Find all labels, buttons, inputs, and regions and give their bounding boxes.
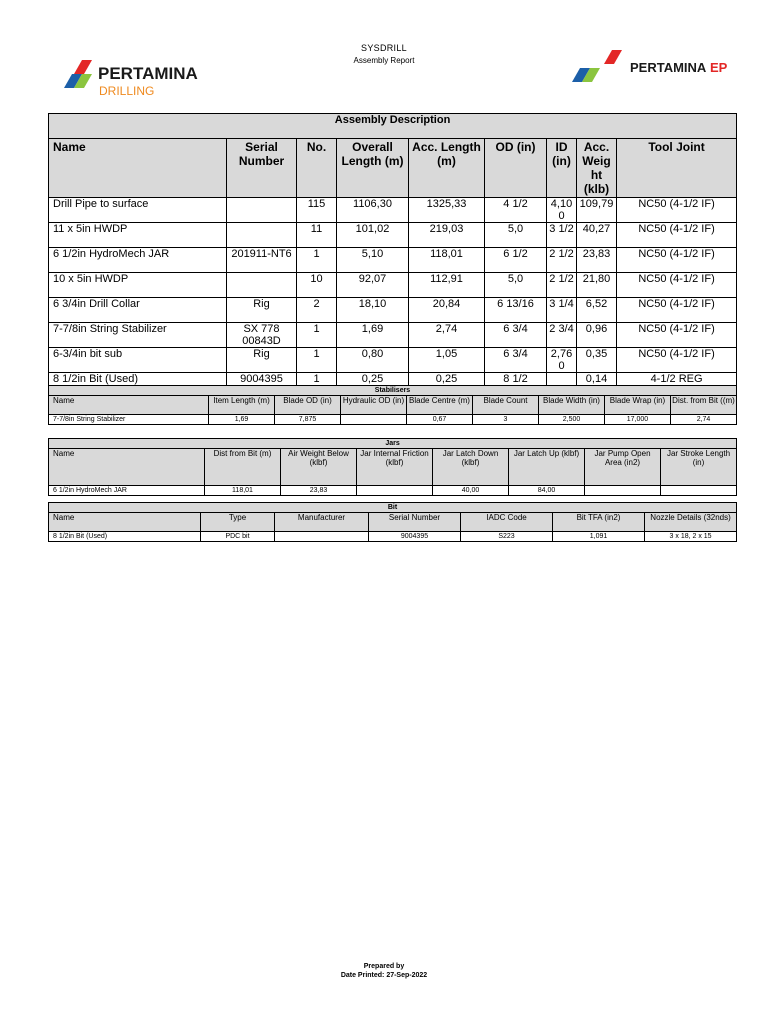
assembly-table-cell: Drill Pipe to surface [49, 198, 227, 223]
jars-table-cell [585, 486, 661, 496]
stabilisers-table-cell: 1,69 [209, 415, 275, 425]
assembly-table-cell: 8 1/2in Bit (Used) [49, 373, 227, 398]
assembly-table-cell: 201911-NT6 [227, 248, 297, 273]
assembly-table-cell: 2 [297, 298, 337, 323]
assembly-table-cell: 1,69 [337, 323, 409, 348]
assembly-column-header: ID (in) [547, 139, 577, 198]
assembly-table-cell: 2,76 0 [547, 348, 577, 373]
assembly-table-cell: 2 1/2 [547, 273, 577, 298]
assembly-table-row [49, 248, 737, 273]
assembly-table-cell: 6 1/2 [485, 248, 547, 273]
assembly-column-header: Name [49, 139, 227, 198]
stabilisers-column-header: Name [49, 396, 209, 415]
stabilisers-column-header: Dist. from Bit ((m) [671, 396, 737, 415]
bit-table-cell [275, 532, 369, 542]
jars-table-cell: 40,00 [433, 486, 509, 496]
assembly-column-header: Tool Joint [617, 139, 737, 198]
assembly-table-cell: NC50 (4-1/2 IF) [617, 273, 737, 298]
stabilisers-section-title: Stabilisers [49, 386, 737, 396]
assembly-table-cell: 6-3/4in bit sub [49, 348, 227, 373]
assembly-column-header: Acc. Weig ht (klb) [577, 139, 617, 198]
bit-column-header: Name [49, 513, 201, 532]
jars-table-cell: 84,00 [509, 486, 585, 496]
jars-column-header: Jar Latch Up (klbf) [509, 449, 585, 486]
assembly-table-row [49, 198, 737, 223]
assembly-table-cell [227, 198, 297, 223]
assembly-column-header: Serial Number [227, 139, 297, 198]
right-logo-title: PERTAMINA [630, 60, 707, 75]
bit-column-header: Serial Number [369, 513, 461, 532]
assembly-table-cell: NC50 (4-1/2 IF) [617, 223, 737, 248]
assembly-table-cell: 1106,30 [337, 198, 409, 223]
assembly-table-row [49, 273, 737, 298]
left-logo-title: PERTAMINA [98, 64, 198, 83]
right-logo-suffix: EP [710, 60, 728, 75]
assembly-table-cell: 0,25 [409, 373, 485, 398]
bit-column-header: Type [201, 513, 275, 532]
stabilisers-table-cell: 7,875 [275, 415, 341, 425]
assembly-table-cell: 1 [297, 348, 337, 373]
assembly-table-cell: 1,05 [409, 348, 485, 373]
assembly-table-cell: 2 3/4 [547, 323, 577, 348]
bit-table-cell: 1,091 [553, 532, 645, 542]
stabilisers-table-row [49, 415, 737, 425]
assembly-table-cell: Rig [227, 348, 297, 373]
jars-table-cell [661, 486, 737, 496]
assembly-table-cell: NC50 (4-1/2 IF) [617, 323, 737, 348]
bit-table [48, 502, 737, 542]
jars-table-cell: 23,83 [281, 486, 357, 496]
left-logo-subtitle: DRILLING [99, 84, 155, 98]
assembly-table-cell: 6 13/16 [485, 298, 547, 323]
bit-table-cell: 3 x 18, 2 x 15 [645, 532, 737, 542]
bit-table-cell: 9004395 [369, 532, 461, 542]
assembly-column-header: Overall Length (m) [337, 139, 409, 198]
assembly-column-header: Acc. Length (m) [409, 139, 485, 198]
assembly-table-cell: 0,80 [337, 348, 409, 373]
assembly-table-cell: 1 [297, 248, 337, 273]
assembly-table-cell: 2 1/2 [547, 248, 577, 273]
assembly-table-cell: Rig [227, 298, 297, 323]
assembly-table-cell: 11 [297, 223, 337, 248]
jars-column-header: Air Weight Below (klbf) [281, 449, 357, 486]
jars-column-header: Jar Internal Friction (klbf) [357, 449, 433, 486]
assembly-table-cell: 1325,33 [409, 198, 485, 223]
stabilisers-column-header: Blade Centre (m) [407, 396, 473, 415]
assembly-table-cell: 101,02 [337, 223, 409, 248]
stabilisers-column-header: Item Length (m) [209, 396, 275, 415]
stabilisers-column-header: Blade Width (in) [539, 396, 605, 415]
assembly-table-row [49, 298, 737, 323]
assembly-table-cell: NC50 (4-1/2 IF) [617, 248, 737, 273]
assembly-table-cell: 0,96 [577, 323, 617, 348]
assembly-table-cell: 6,52 [577, 298, 617, 323]
bit-table-cell: 8 1/2in Bit (Used) [49, 532, 201, 542]
jars-section-title: Jars [49, 439, 737, 449]
bit-table-row [49, 532, 737, 542]
assembly-table-cell: 40,27 [577, 223, 617, 248]
assembly-table-cell: 6 3/4 [485, 348, 547, 373]
assembly-table-cell: 6 3/4in Drill Collar [49, 298, 227, 323]
jars-table-cell: 6 1/2in HydroMech JAR [49, 486, 205, 496]
bit-table-cell: S223 [461, 532, 553, 542]
assembly-table-cell: 9004395 [227, 373, 297, 398]
prepared-by: Prepared by [363, 963, 405, 970]
bit-table-cell: PDC bit [201, 532, 275, 542]
assembly-table-cell: 4 1/2 [485, 198, 547, 223]
jars-column-header: Jar Latch Down (klbf) [433, 449, 509, 486]
assembly-table-cell: SX 778 00843D [227, 323, 297, 348]
bit-column-header: Bit TFA (in2) [553, 513, 645, 532]
assembly-table-cell: 109,79 [577, 198, 617, 223]
assembly-table-cell: 7-7/8in String Stabilizer [49, 323, 227, 348]
assembly-table-cell: NC50 (4-1/2 IF) [617, 298, 737, 323]
assembly-table-cell: 8 1/2 [485, 373, 547, 398]
assembly-table-cell: 5,0 [485, 223, 547, 248]
assembly-table-cell: 2,74 [409, 323, 485, 348]
date-printed: Date Printed: 27-Sep-2022 [340, 972, 428, 979]
bit-column-header: Nozzle Details (32nds) [645, 513, 737, 532]
stabilisers-column-header: Blade Count [473, 396, 539, 415]
assembly-table-cell: 1 [297, 323, 337, 348]
jars-column-header: Jar Pump Open Area (in2) [585, 449, 661, 486]
jars-column-header: Name [49, 449, 205, 486]
bit-column-header: IADC Code [461, 513, 553, 532]
assembly-table-cell: 115 [297, 198, 337, 223]
assembly-section-title: Assembly Description [49, 114, 737, 139]
assembly-table-cell: 0,14 [577, 373, 617, 398]
assembly-table-cell: 21,80 [577, 273, 617, 298]
assembly-table-cell: 5,10 [337, 248, 409, 273]
assembly-table [48, 113, 737, 398]
assembly-table-cell: 0,35 [577, 348, 617, 373]
assembly-table-cell: 0,25 [337, 373, 409, 398]
report-system-title: SYSDRILL [361, 43, 407, 53]
assembly-table-cell: NC50 (4-1/2 IF) [617, 348, 737, 373]
stabilisers-column-header: Blade Wrap (in) [605, 396, 671, 415]
jars-table [48, 438, 737, 496]
stabilisers-table-cell: 0,67 [407, 415, 473, 425]
assembly-table-row [49, 348, 737, 373]
assembly-table-cell: 3 1/4 [547, 298, 577, 323]
stabilisers-column-header: Hydraulic OD (in) [341, 396, 407, 415]
assembly-table-cell: 3 1/2 [547, 223, 577, 248]
jars-column-header: Dist from Bit (m) [205, 449, 281, 486]
assembly-table-cell [227, 223, 297, 248]
assembly-column-header: No. [297, 139, 337, 198]
assembly-table-cell: 219,03 [409, 223, 485, 248]
stabilisers-table-cell: 7-7/8in String Stabilizer [49, 415, 209, 425]
stabilisers-table-cell [341, 415, 407, 425]
assembly-column-header: OD (in) [485, 139, 547, 198]
assembly-table-cell: 1 [297, 373, 337, 398]
assembly-table-cell: 5,0 [485, 273, 547, 298]
assembly-table-cell: 18,10 [337, 298, 409, 323]
assembly-table-cell: 20,84 [409, 298, 485, 323]
bit-column-header: Manufacturer [275, 513, 369, 532]
stabilisers-table-cell: 2,74 [671, 415, 737, 425]
assembly-table-row [49, 323, 737, 348]
jars-table-row [49, 486, 737, 496]
jars-column-header: Jar Stroke Length (in) [661, 449, 737, 486]
assembly-table-cell: 11 x 5in HWDP [49, 223, 227, 248]
jars-table-cell: 118,01 [205, 486, 281, 496]
report-title: Assembly Report [353, 56, 415, 65]
assembly-table-cell: 6 1/2in HydroMech JAR [49, 248, 227, 273]
stabilisers-column-header: Blade OD (in) [275, 396, 341, 415]
stabilisers-table-cell: 3 [473, 415, 539, 425]
stabilisers-table-cell: 17,000 [605, 415, 671, 425]
assembly-table-cell: 23,83 [577, 248, 617, 273]
assembly-table-cell: 112,91 [409, 273, 485, 298]
assembly-table-cell: NC50 (4-1/2 IF) [617, 198, 737, 223]
jars-table-cell [357, 486, 433, 496]
stabilisers-table-cell: 2,500 [539, 415, 605, 425]
stabilisers-table [48, 385, 737, 425]
assembly-table-cell: 118,01 [409, 248, 485, 273]
assembly-table-cell: 6 3/4 [485, 323, 547, 348]
assembly-table-cell: 4,10 0 [547, 198, 577, 223]
bit-section-title: Bit [49, 503, 737, 513]
assembly-table-cell [227, 273, 297, 298]
assembly-table-cell: 92,07 [337, 273, 409, 298]
assembly-table-cell: 4-1/2 REG [617, 373, 737, 398]
assembly-table-cell: 10 x 5in HWDP [49, 273, 227, 298]
assembly-table-cell: 10 [297, 273, 337, 298]
assembly-table-row [49, 223, 737, 248]
